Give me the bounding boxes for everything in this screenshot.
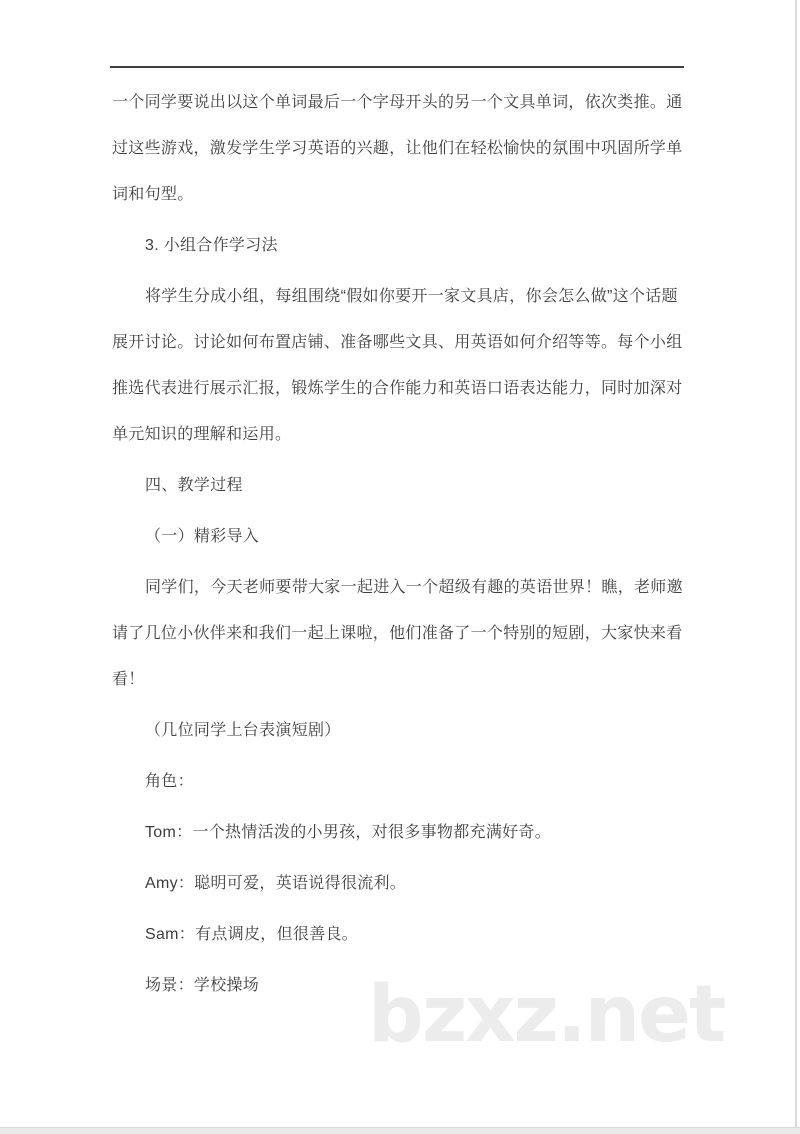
paragraph [112,858,688,904]
text-line: 看！ [112,670,145,688]
text-line: Tom：一个热情活泼的小男孩，对很多事物都充满好奇。 [145,823,552,841]
text-line: Amy：聪明可爱，英语说得很流利。 [145,874,407,892]
paragraph [112,271,688,455]
paragraph [112,460,688,506]
page-bottom-edge [0,1127,800,1134]
watermark: bzxz.net [368,970,725,1060]
text-line: 单元知识的理解和运用。 [112,425,292,443]
paragraph [112,705,688,751]
text-line: 3. 小组合作学习法 [145,236,278,254]
text-line: 词和句型。 [112,185,194,203]
text-line: 过这些游戏，激发学生学习英语的兴趣，让他们在轻松愉快的氛围中巩固所学单 [112,139,683,157]
paragraph [112,220,688,266]
document-body [112,77,688,1011]
text-line: 一个同学要说出以这个单词最后一个字母开头的另一个文具单词，依次类推。通 [112,93,683,111]
paragraph [112,511,688,557]
text-line: 四、教学过程 [145,476,243,494]
text-line: 将学生分成小组，每组围绕“假如你要开一家文具店，你会怎么做”这个话题 [145,287,678,305]
text-line: 同学们，今天老师要带大家一起进入一个超级有趣的英语世界！瞧，老师邀 [145,578,683,596]
page-right-edge [795,0,797,1134]
text-line: 角色： [145,772,194,790]
paragraph [112,909,688,955]
paragraph [112,562,688,700]
text-line: 请了几位小伙伴来和我们一起上课啦，他们准备了一个特别的短剧，大家快来看 [112,624,683,642]
text-line: （几位同学上台表演短剧） [145,721,341,739]
text-line: 展开讨论。讨论如何布置店铺、准备哪些文具、用英语如何介绍等等。每个小组 [112,333,683,351]
text-line: 场景：学校操场 [145,976,260,994]
text-line: （一）精彩导入 [145,527,260,545]
text-line: Sam：有点调皮，但很善良。 [145,925,359,943]
paragraph [112,77,688,215]
paragraph [112,756,688,802]
paragraph [112,807,688,853]
text-line: 推选代表进行展示汇报，锻炼学生的合作能力和英语口语表达能力，同时加深对 [112,379,683,397]
header-rule [110,66,684,68]
